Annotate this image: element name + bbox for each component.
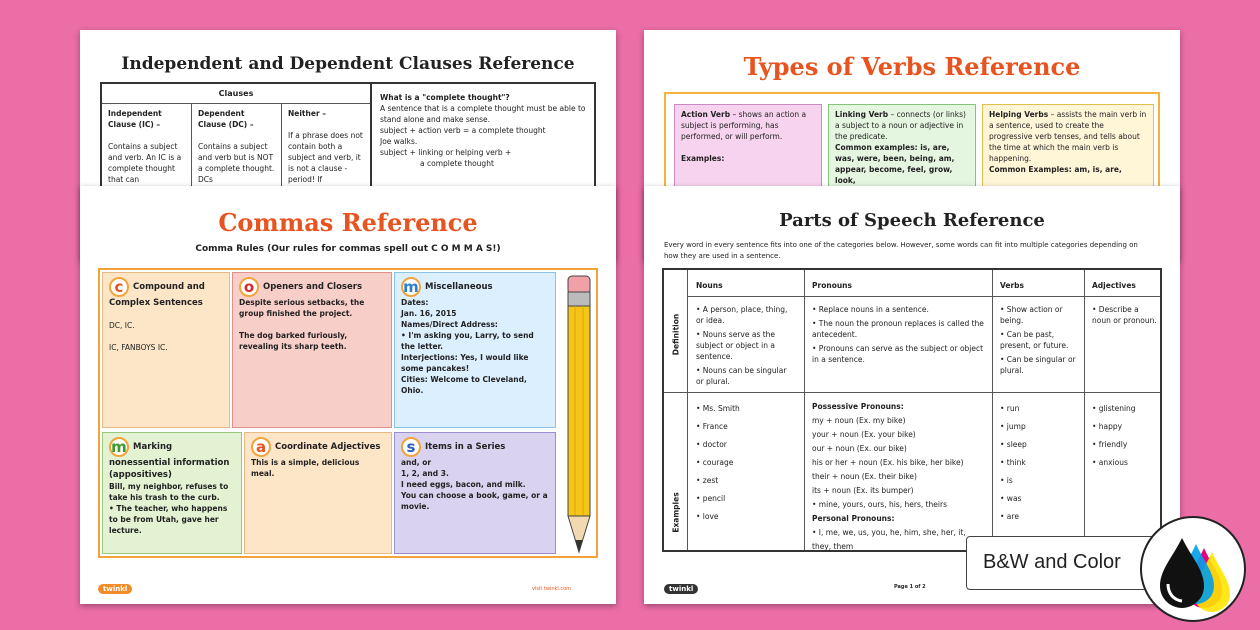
twinkl-logo-dark: twinkl — [664, 584, 698, 594]
header-pronouns: Pronouns — [812, 281, 852, 290]
action-verb-cell: Action Verb – shows an action a subject is performing, has performed, or will perform. Examples: — [674, 104, 822, 254]
helping-verb-cell: Helping Verbs – assists the main verb in a sentence, used to create the progressive verb tenses, and tells about the time at which the main verb is happening. Common Examples: am, is, are, — [982, 104, 1154, 254]
commas-subtitle: Comma Rules (Our rules for commas spell out C O M M A S!) — [195, 244, 501, 254]
def-pronouns: • Replace nouns in a sentence. • The noun the pronoun replaces is called the antecedent. • Pronouns can serve as the subject or object in a sentence. — [812, 305, 984, 364]
commas-title: Commas Reference — [218, 208, 478, 237]
ink-drops-icon — [1140, 516, 1246, 622]
pencil-icon — [558, 270, 598, 558]
ex-nouns: • Ms. Smith • France • doctor • courage • zest • pencil • love — [696, 404, 740, 521]
verbs-title: Types of Verbs Reference — [743, 52, 1081, 81]
ex-pronouns: Possessive Pronouns: my + noun (Ex. my bike) your + noun (Ex. your bike) our + noun (Ex. our bike) his or her + noun (Ex. his bike, her bike) their + noun (Ex. their bike) its + noun (Ex. its bumper) • mine, yours, ours, his, hers, theirs Personal Pronouns: • I, me, we, us, you, he, him, she, her, it, they, them — [812, 402, 966, 551]
speech-title: Parts of Speech Reference — [779, 210, 1045, 231]
header-adjectives: Adjectives — [1092, 281, 1136, 290]
nonessential-info-cell: m Marking nonessential information (appositives) Bill, my neighbor, refuses to take his trash to the curb. • The teacher, who happens to be from Utah, gave her lecture. — [102, 432, 242, 554]
header-verbs: Verbs — [1000, 281, 1025, 290]
twinkl-logo: twinkl — [98, 584, 132, 594]
bw-color-badge: B&W and Color — [966, 536, 1180, 590]
speech-intro: Every word in every sentence fits into one of the categories below. However, some words can fit into multiple categories depending on how they are used in a sentence. — [664, 241, 1138, 260]
coordinate-adjectives-cell: a Coordinate Adjectives This is a simple, delicious meal. — [244, 432, 392, 554]
neither-cell: Neither – If a phrase does not contain both a subject and verb, it is not a clause - period! If — [288, 109, 363, 184]
clauses-title: Independent and Dependent Clauses Reference — [121, 54, 575, 74]
header-nouns: Nouns — [696, 281, 723, 290]
dependent-clause-cell: Dependent Clause (DC) – Contains a subject and verb but is NOT a complete thought. DCs — [192, 104, 282, 252]
items-series-cell: s Items in a Series and, or 1, 2, and 3. I need eggs, bacon, and milk. You can choose a book, game, or a movie. — [394, 432, 556, 554]
def-nouns: • A person, place, thing, or idea. • Nouns serve as the subject or object in a sentence. • Nouns can be singular or plural. — [696, 305, 788, 386]
letter-a-icon: a — [251, 437, 271, 457]
letter-o-icon: o — [239, 277, 259, 297]
commas-frame — [98, 268, 598, 558]
letter-m-green-icon: m — [109, 437, 129, 457]
linking-verb-cell: Linking Verb – connects (or links) a subject to a noun or adjective in the predicate. Common examples: is, are, was, were, been, being, am, appear, become, feel, grow, look, — [828, 104, 976, 254]
def-adjectives: • Describe a noun or pronoun. — [1092, 305, 1157, 325]
twinkl-url: visit twinkl.com — [532, 586, 572, 592]
row-label-examples: Examples — [671, 492, 681, 533]
compound-complex-cell: c Compound and Complex Sentences DC, IC. IC, FANBOYS IC. — [102, 272, 230, 428]
speech-table — [662, 268, 1162, 552]
complete-thought-cell: What is a "complete thought"? A sentence that is a complete thought must be able to stand alone and make sense. subject + action verb = a complete thought Joe walks. subject + linking or helping verb + a complete thought — [380, 93, 586, 168]
def-verbs: • Show action or being. • Can be past, present, or future. • Can be singular or plural. — [1000, 305, 1076, 375]
letter-m-icon: m — [401, 277, 421, 297]
ex-adjectives: • glistening • happy • friendly • anxious — [1092, 404, 1136, 467]
page-number: Page 1 of 2 — [894, 584, 926, 590]
miscellaneous-cell: m Miscellaneous Dates: Jan. 16, 2015 Names/Direct Address: • I'm asking you, Larry, to send the letter. Interjections: Yes, I would like some pancakes! Cities: Welcome to Cleveland, Ohio. — [394, 272, 556, 428]
independent-clause-cell: Independent Clause (IC) – Contains a subject and verb. An IC is a complete thought that can — [102, 104, 192, 252]
letter-c-icon: c — [109, 277, 129, 297]
ex-verbs: • run • jump • sleep • think • is • was • are — [1000, 404, 1027, 521]
clauses-table-header: Clauses — [102, 84, 370, 104]
letter-s-icon: s — [401, 437, 421, 457]
openers-closers-cell: o Openers and Closers Despite serious setbacks, the group finished the project. The dog barked furiously, revealing its sharp teeth. — [232, 272, 392, 428]
row-label-definition: Definition — [671, 313, 681, 356]
commas-reference-page[interactable] — [80, 186, 616, 604]
